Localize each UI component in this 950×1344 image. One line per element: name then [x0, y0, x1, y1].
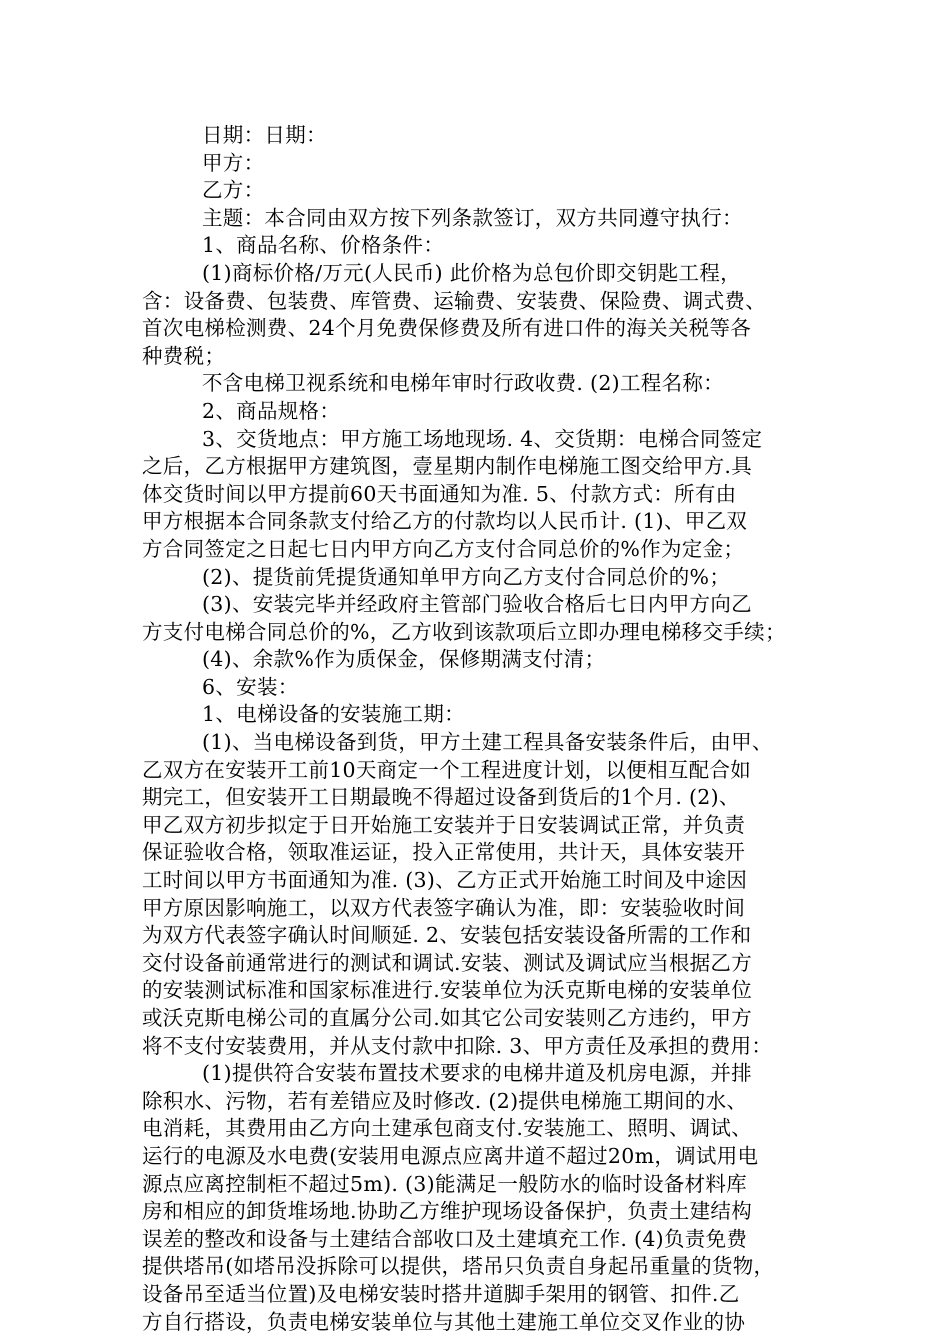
document-line: (3)、安装完毕并经政府主管部门验收合格后七日内甲方向乙	[202, 592, 752, 617]
document-line: 保证验收合格，领取准运证，投入正常使用，共计天，具体安装开	[142, 840, 746, 865]
document-line: 1、商品名称、价格条件：	[202, 233, 445, 258]
document-line: 含：设备费、包装费、库管费、运输费、安装费、保险费、调式费、	[142, 288, 766, 313]
document-line: 主题：本合同由双方按下列条款签订，双方共同遵守执行：	[202, 205, 743, 230]
document-line: 交付设备前通常进行的测试和调试.安装、测试及调试应当根据乙方	[142, 950, 753, 975]
document-line: 方支付电梯合同总价的%，乙方收到该款项后立即办理电梯移交手续；	[142, 619, 786, 644]
document-line: 工时间以甲方书面通知为准. (3)、乙方正式开始施工时间及中途因	[142, 868, 748, 893]
document-line: 设备吊至适当位置)及电梯安装时搭井道脚手架用的钢管、扣件.乙	[142, 1281, 740, 1306]
document-line: 房和相应的卸货堆场地.协助乙方维护现场设备保护，负责土建结构	[142, 1199, 753, 1224]
document-line: (1)商标价格/万元(人民币) 此价格为总包价即交钥匙工程，	[202, 260, 741, 285]
document-line: 日期：日期：	[202, 123, 327, 147]
document-line: 将不支付安装费用，并从支付款中扣除. 3、甲方责任及承担的费用：	[142, 1033, 773, 1058]
document-line: 或沃克斯电梯公司的直属分公司.如其它公司安装则乙方违约，甲方	[142, 1006, 753, 1030]
document-line: (1)提供符合安装布置技术要求的电梯井道及机房电源，并排	[202, 1061, 752, 1086]
document-line: 甲乙双方初步拟定于日开始施工安装并于日安装调试正常，并负责	[142, 812, 746, 837]
document-line: 期完工，但安装开工日期最晚不得超过设备到货后的1个月. (2)、	[142, 785, 740, 810]
document-line: 6、安装：	[202, 674, 299, 699]
document-line: 提供塔吊(如塔吊没拆除可以提供，塔吊只负责自身起吊重量的货物，	[142, 1254, 775, 1279]
document-line: 方合同签定之日起七日内甲方向乙方支付合同总价的%作为定金；	[142, 536, 745, 561]
document-line: 不含电梯卫视系统和电梯年审时行政收费. (2)工程名称：	[202, 371, 724, 396]
document-line: 运行的电源及水电费(安装用电源点应离井道不超过20m，调试用电	[142, 1143, 759, 1168]
document-line: 的安装测试标准和国家标准进行.安装单位为沃克斯电梯的安装单位	[142, 978, 753, 1003]
document-line: (4)、余款%作为质保金，保修期满支付清；	[202, 647, 606, 672]
document-line: 误差的整改和设备与土建结合部收口及土建填充工作. (4)负责免费	[142, 1226, 748, 1251]
document-line: 种费税；	[142, 343, 226, 368]
document-line: 乙双方在安装开工前10天商定一个工程进度计划，以便相互配合如	[142, 757, 752, 782]
document-line: 甲方：	[202, 150, 265, 175]
document-line: 方自行搭设，负责电梯安装单位与其他土建施工单位交叉作业的协	[142, 1309, 746, 1334]
document-line: 体交货时间以甲方提前60天书面通知为准. 5、付款方式：所有由	[142, 481, 737, 506]
document-line: 甲方原因影响施工，以双方代表签字确认为准，即：安装验收时间	[142, 895, 746, 920]
document-line: 1、电梯设备的安装施工期：	[202, 702, 465, 727]
document-line: 为双方代表签字确认时间顺延. 2、安装包括安装设备所需的工作和	[142, 923, 752, 948]
document-line: 2、商品规格：	[202, 398, 341, 423]
document-line: 之后，乙方根据甲方建筑图，壹星期内制作电梯施工图交给甲方.具	[142, 454, 753, 479]
document-line: 乙方：	[202, 178, 265, 203]
document-line: 电消耗，其费用由乙方向土建承包商支付.安装施工、照明、调试、	[142, 1116, 753, 1141]
document-line: (1)、当电梯设备到货，甲方土建工程具备安装条件后，由甲、	[202, 730, 773, 755]
document-line: 源点应离控制柜不超过5m). (3)能满足一般防水的临时设备材料库	[142, 1171, 747, 1196]
document-body	[142, 122, 822, 1336]
document-line: 甲方根据本合同条款支付给乙方的付款均以人民币计. (1)、甲乙双	[142, 509, 748, 534]
document-line: (2)、提货前凭提货通知单甲方向乙方支付合同总价的%；	[202, 564, 731, 589]
document-line: 3、交货地点：甲方施工场地现场. 4、交货期：电梯合同签定	[202, 426, 763, 451]
document-line: 除积水、污物，若有差错应及时修改. (2)提供电梯施工期间的水、	[142, 1088, 748, 1113]
document-line: 首次电梯检测费、24个月免费保修费及所有进口件的海关关税等各	[142, 316, 752, 341]
